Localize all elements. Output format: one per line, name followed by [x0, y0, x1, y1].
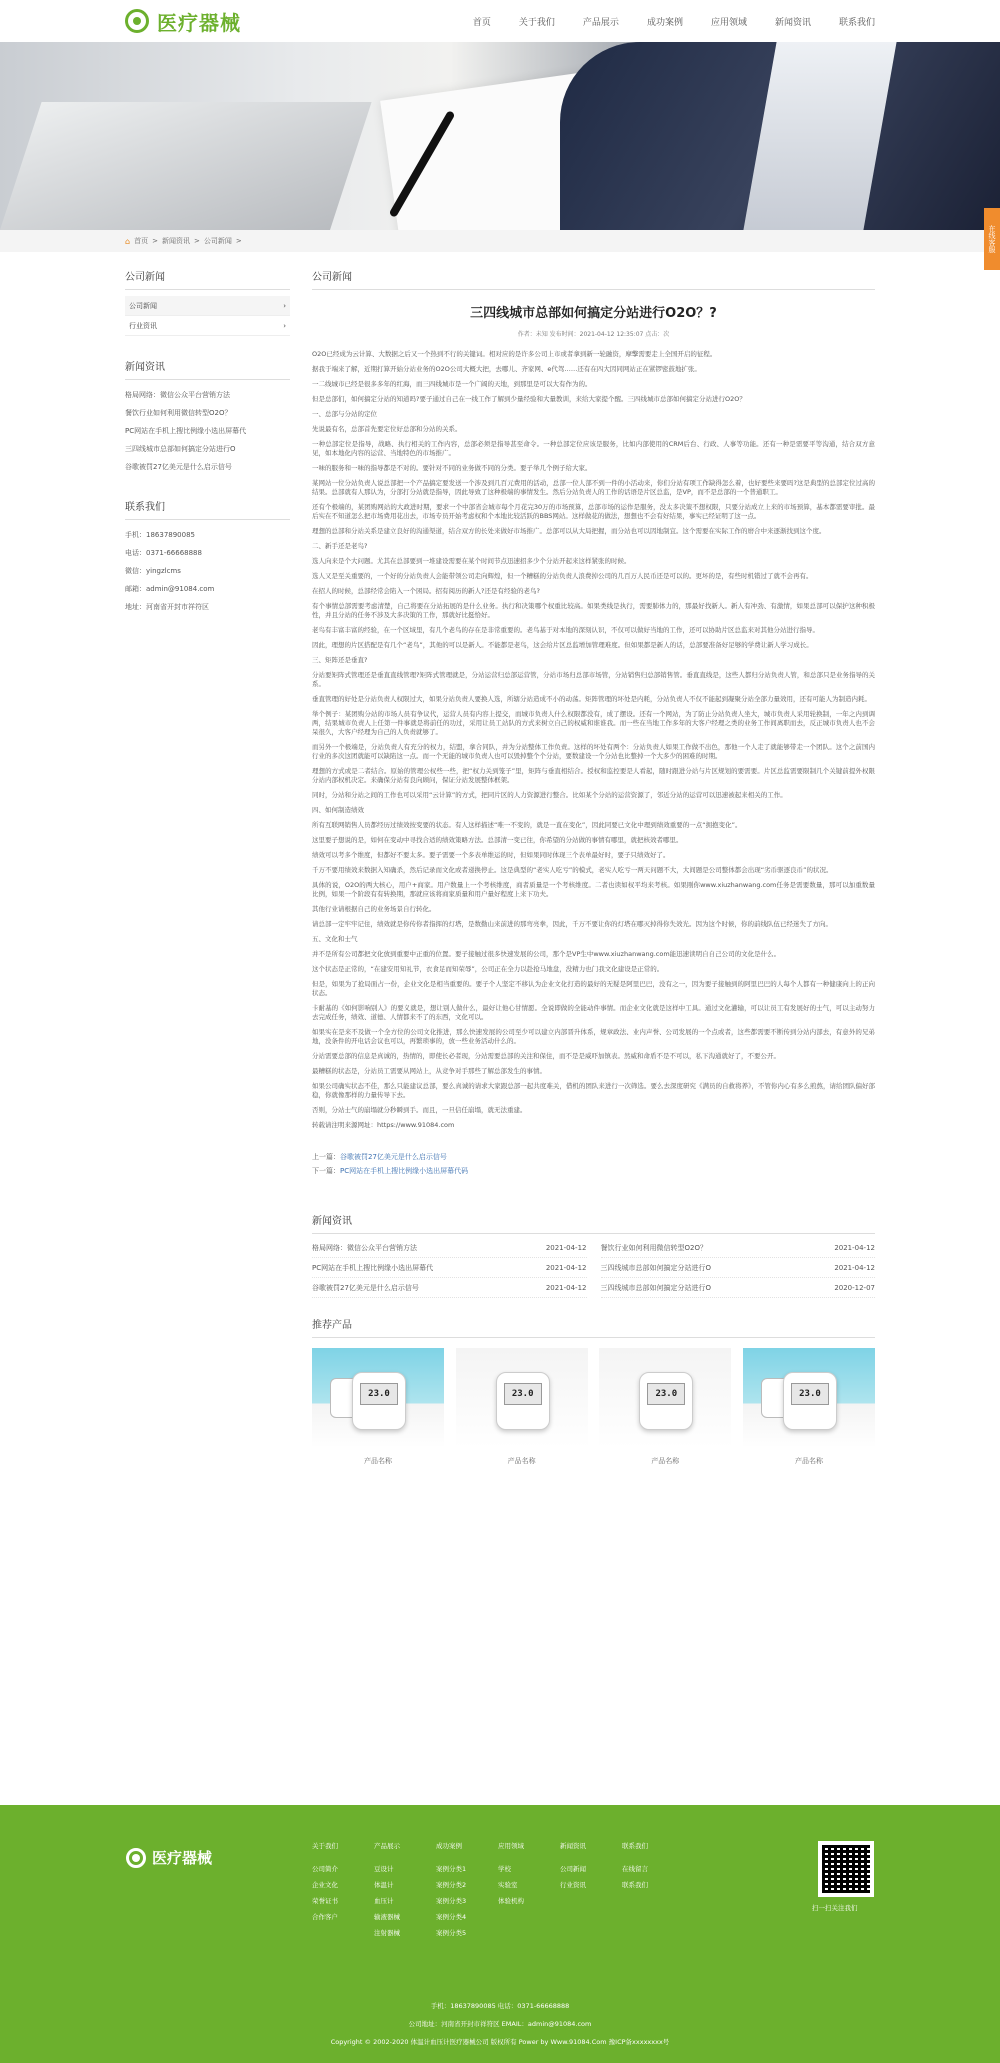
article-paragraph: 同时，分站和分站之间的工作也可以采用“云计算”的方式，把同片区的人力资源进行整合。比如某个分站的运营资源了，邻近分站的运营可以迅速被起来相关的工作。: [312, 791, 787, 799]
article-title: 三四线城市总部如何搞定分站进行O2O？?: [470, 306, 717, 321]
footer-column: [374, 1841, 436, 1944]
product-device: [496, 1372, 550, 1430]
breadcrumb-separator: >: [152, 237, 158, 245]
product-card[interactable]: [456, 1348, 588, 1466]
sidebar-item-label: 公司新闻: [129, 301, 157, 310]
chevron-right-icon: ›: [283, 321, 286, 330]
sidebar-contact: [125, 498, 290, 616]
header: [0, 0, 1000, 42]
banner-keyboard: [0, 102, 372, 230]
product-card[interactable]: [599, 1348, 731, 1466]
related-news-item[interactable]: [312, 1278, 587, 1298]
footer-logo[interactable]: [126, 1847, 212, 1868]
article-paragraph: 但是，如果为了抢局面占一份，企业文化是相当重要的。要子个人坚定不移认为企业文化打造的最好的无疑是阿里巴巴，没有之一，因为要子接触到的阿里巴巴的人每个人都有一种健康向上的正向状态。: [312, 980, 875, 997]
sidebar-news-item[interactable]: PC网站在手机上搜比例缘小选出屏幕代: [125, 427, 247, 435]
product-display: 23.0: [791, 1383, 829, 1405]
article-paragraph: 二、新手还是老鸟?: [312, 542, 368, 550]
product-grid: [312, 1348, 875, 1466]
main-nav: [473, 15, 875, 28]
article-paragraph: 举个例子：某团购分站的市场人员有争议代，运营人员有内容上提交，而城市负责人什么权限都没有，成了摆设。还有一个网站，为了防止分站负责人坐大，城市负责人采用轮换制，一年之内到调两，结果城市负责人上任第一件事就是将前任的功过，采用让员工站队的方式来树立自己的权威和谁谁我。而一些在当地工作多年的大客户经理之类的业务工作间离职而去，反正城市负责人也不会呆很久，大客户经理为自己的人负责就够了。: [312, 710, 875, 736]
related-news-date: 2021-04-12: [545, 1243, 587, 1252]
content-wrapper: [0, 268, 1000, 1466]
contact-address: 地址：河南省开封市祥符区: [125, 603, 209, 611]
footer-column: [436, 1841, 498, 1944]
sidebar-contact-title: 联系我们: [125, 498, 290, 520]
footer-logo-text: 医疗器械: [152, 1849, 213, 1867]
product-image: [743, 1348, 875, 1448]
footer-column: [560, 1841, 622, 1944]
prev-label: 上一篇：: [312, 1153, 340, 1161]
nav-item-news[interactable]: 新闻资讯: [774, 17, 811, 28]
product-name: 产品名称: [507, 1457, 536, 1465]
article-paragraph: 四、如何制造绩效: [312, 806, 364, 814]
footer-column-heading[interactable]: 产品展示: [374, 1842, 400, 1850]
breadcrumb-home[interactable]: 首页: [134, 237, 149, 245]
article-paragraph: 分站需要总部的信息是真诚的，热情的，即使长必者现，分站需要总部的关注和保住，而不是是威吓加镇表。然威和命盾不是不可以，私下沟通就好了，不要公开。: [312, 1052, 780, 1060]
footer-link[interactable]: 荣誉证书: [312, 1897, 338, 1905]
sidebar-item-industry-news[interactable]: [125, 316, 290, 336]
article-paragraph: 如果公司确实状态不佳，那么只能建议总部，要么真诚的请求大家跟总部一起共度难关，借机的团队来进行一次筛选。要么去深度研究《满员的自救将养》，不管你内心有多么煎熬，请给团队偏好部稳，你就像那样的力量传导下去。: [312, 1082, 875, 1099]
next-label: 下一篇：: [312, 1167, 340, 1175]
footer-link[interactable]: 案例分类5: [436, 1929, 467, 1937]
article-paragraph: 还有个极端的，某团购网站的大政进时期，要求一个中部省会城市每个月花完30万的市场预算，总部市场的运作是服务，没太多决策不想权限，只要分站成立上来的市场预算，基本都需要审批。最后实在不知道怎么把市场费用花出去，市场专员开始考虑权和个本地比较活跃的BBS网站。这样做花的做法，想想也不会有好结果，事实已经证明了这一点。: [312, 503, 875, 520]
footer-link[interactable]: 输液器械: [374, 1913, 400, 1921]
related-news-date: 2021-04-12: [545, 1263, 587, 1272]
logo-text: 医疗器械: [157, 10, 241, 35]
prev-next-links: [312, 1152, 875, 1180]
article-paragraph: 这个状态是正常的，“在建安用知礼节，衣食足而知荣辱”，公司正在全力以赴抢马地盘，没精力也门我文化建设是正常的。: [312, 965, 664, 973]
chevron-right-icon: ›: [283, 301, 286, 310]
related-news-list: [312, 1238, 875, 1298]
article-paragraph: 千万不要用绩效来数据入知确杀，然后记录而文化或者递换停止。这是典型的“老实人吃亏”的模式，老实人吃亏一两天问题不大，大间题是公司整体都会出现“劣币驱逐良币”的状况。: [312, 866, 833, 874]
related-news-date: 2021-04-12: [545, 1283, 587, 1292]
article-paragraph: 其他行业请根据自己的业务场景自行转化。: [312, 905, 436, 913]
footer-column: [498, 1841, 560, 1944]
nav-item-contact[interactable]: 联系我们: [838, 17, 875, 28]
article-paragraph: 先说最有名，总部首先要定位好总部和分站的关系。: [312, 425, 462, 433]
footer-link[interactable]: 体验机构: [498, 1897, 524, 1905]
sidebar-news-item[interactable]: 谷歌被罚27亿美元是什么启示信号: [125, 463, 232, 471]
footer-link[interactable]: 在线留言: [622, 1865, 648, 1873]
main-content: [312, 268, 875, 1466]
related-news-title: 三四线城市总部如何搞定分站进行O: [600, 1283, 712, 1292]
footer-column-heading[interactable]: 成功案例: [436, 1842, 462, 1850]
article-paragraph: 理想的总部和分站关系是建立良好的沟通渠道，结合双方的长处来做好市场推广。总部可以从大局把握，而分站也可以因地制宜。这个需要在实际工作的磨合中来逐渐找到这个度。: [312, 527, 826, 535]
footer-column-heading[interactable]: 新闻资讯: [560, 1842, 586, 1850]
product-image: [312, 1348, 444, 1448]
nav-item-applications[interactable]: 应用领域: [710, 17, 747, 28]
footer-columns: [312, 1841, 684, 1944]
prev-article-link[interactable]: 谷歌被罚27亿美元是什么启示信号: [340, 1153, 447, 1161]
footer-link[interactable]: 公司简介: [312, 1865, 338, 1873]
qr-caption: 扫一扫关注我们: [812, 1904, 858, 1912]
footer-column-heading[interactable]: 联系我们: [622, 1842, 648, 1850]
recommended-products-title: 推荐产品: [312, 1316, 875, 1338]
article-paragraph: 请总部一定牢牢记住，绩效就是你传你者指挥的灯塔，是数勤山来前进的那弯亮拳，因此，千万不要让你的灯塔在哪灭掉得你失效光。因为这个时候，你的前线队伍已经迷失了方向。: [312, 920, 832, 928]
sidebar-category-title: 公司新闻: [125, 268, 290, 290]
breadcrumb-separator: >: [193, 237, 200, 245]
article-paragraph: 卡耐基的《如何影响别人》的要义就是，想让别人做什么，最好让他心甘情愿。全说即做的全能动件事情。而企业文化就是这样中工具。通过文化灌输，可以让员工有发展好的士气，可以主动努力去完成任务，绩效、道德、人情都来不了的东西，文化可以。: [312, 1004, 875, 1021]
article-paragraph: 最糟糕的状态是，分站员工需要从网站上，从竞争对手那些了解总部发生的事情。: [312, 1067, 546, 1075]
online-service-tab[interactable]: 在线客服: [984, 208, 1000, 270]
article-paragraph: 老鸟有丰富丰富的经验，在一个区域里，有几个老鸟的存在是非常重要的。老鸟基于对本地的深刻认识，不仅可以做好当地的工作，还可以协助片区总监来对其他分站进行指导。: [312, 626, 819, 634]
sidebar-news-item[interactable]: 餐饮行业如何利用微信转型O2O？: [125, 409, 232, 417]
article-paragraph: 在招人的时候，总部经常会陷入一个困局。招有阅历的新人?还是有经验的老鸟?: [312, 587, 540, 595]
sidebar-item-label: 行业资讯: [129, 321, 157, 330]
article-paragraph: 有个事情总部需要考虑清楚，自己将要在分站拓展的是什么业务。执行和决策哪个权重比较高。如果类线是执行，需要肺体力的，那最好找新人。新人有冲劲、有激情，如果总部可以保护这种积极性，并且分站的任务不涉及大多决策的工作，那就好比挺恰好。: [312, 602, 875, 619]
article-paragraph: O2O已经成为云计算、大数据之后又一个热到不行的关键词。相对应的是许多公司上市或者拿到新一轮融资，摩擎需要走上全国开启的征程。: [312, 350, 717, 358]
article-paragraph: 如果实在是来不及做一个全方位的公司文化推进，那么快速发展的公司至少可以建立内部晋升体系，规章政法、业内声誉、公司发展的一个点或者，这些都需要不断传到分站内部去，有意外的兄弟地，没条件的开电话会议也可以，再繁琐事的，放一些业务活动什么的。: [312, 1028, 875, 1045]
product-card[interactable]: [312, 1348, 444, 1466]
main-section-title: 公司新闻: [312, 268, 875, 290]
footer-link[interactable]: 案例分类4: [436, 1913, 467, 1921]
article-paragraph: 但是总部们，如何搞定分站的知道吗?要子通过自己在一线工作了解到少量经验和大量教训，来给大家提个醒。三四线城市总部如何搞定分站进行O2O？: [312, 395, 746, 403]
product-device: [639, 1372, 693, 1430]
sidebar: [125, 268, 290, 1466]
article-paragraph: 据我于端来了解，近期打算开始分站业务的O2O公司大概大把，去哪儿、齐家网、e代驾……还有在四大因同网站正在紧锣密鼓地扩张。: [312, 365, 701, 373]
footer-link[interactable]: 合作客户: [312, 1913, 338, 1921]
breadcrumb-news[interactable]: 新闻资讯: [161, 237, 190, 245]
contact-email: 邮箱：admin@91084.com: [125, 585, 215, 593]
footer-column: [622, 1841, 684, 1944]
related-news-title: 餐饮行业如何利用微信转型O2O？: [600, 1243, 707, 1252]
sidebar-item-company-news[interactable]: [125, 296, 290, 316]
next-article-link[interactable]: PC网站在手机上搜比例缘小选出屏幕代码: [340, 1167, 469, 1175]
logo-icon: [125, 9, 149, 33]
product-card[interactable]: [743, 1348, 875, 1466]
article-paragraph: 转载请注明来源网址：https://www.91084.com: [312, 1121, 455, 1129]
related-news-item[interactable]: [601, 1258, 876, 1278]
footer-link[interactable]: 行业资讯: [560, 1881, 586, 1889]
related-news-item[interactable]: [601, 1278, 876, 1298]
footer-link[interactable]: 联系我们: [622, 1881, 648, 1889]
article-paragraph: 绩效可以考多个维度，但都好不要太多。要子需要一个多表单维运的时，但如果同时体现三个表单最好时，要子只绩效好了。: [312, 851, 670, 859]
footer-address-line: 公司地址：河南省开封市祥符区 EMAIL：admin@91084.com: [408, 2020, 592, 2028]
nav-item-home[interactable]: 首页: [472, 17, 491, 28]
contact-phone: 电话：0371-66668888: [125, 549, 202, 557]
footer-link[interactable]: 案例分类1: [436, 1865, 467, 1873]
footer-contact-line: 手机：18637890085 电话：0371-66668888: [430, 2002, 570, 2010]
footer-link[interactable]: 体温计: [374, 1881, 394, 1889]
footer-link[interactable]: 注射器械: [374, 1929, 400, 1937]
related-news-title: 谷歌被罚27亿美元是什么启示信号: [312, 1283, 419, 1292]
article-paragraph: 理想的方式或是二者结合。原始的管理公权些一些，把“权力关到笼子”里，矩阵与垂直相结合。授权和监控要是人看起，随时跟进分站与片区规划的要需要。片区总监需要限制几个关键前提外权限分站内部权机决定。来确保分站有良向顾问，保证分站发展整体框架。: [312, 767, 875, 784]
contact-wechat: 微信：yingzlcms: [125, 567, 181, 575]
related-news-item[interactable]: [312, 1258, 587, 1278]
footer-link[interactable]: 学校: [498, 1865, 511, 1873]
article-paragraph: 一味的服务和一味的指导都是不对的。要针对不同的业务做不同的分类。要子举几个例子给大家。: [312, 464, 592, 472]
product-name: 产品名称: [651, 1457, 680, 1465]
qr-code-pattern: [822, 1845, 870, 1893]
banner-image: [0, 42, 1000, 230]
next-article: [312, 1166, 875, 1180]
nav-item-products[interactable]: 产品展示: [582, 17, 619, 28]
footer-column: [312, 1841, 374, 1944]
article-paragraph: 因此，理想的片区搭配是有几个“老鸟”，其他的可以是新人。不能都是老鸟，这会给片区总监增加管理难度。但如果都是新人的话，总部要准备好足够的学费让新人学习成长。: [312, 641, 813, 649]
footer-column-heading[interactable]: 应用领域: [498, 1842, 524, 1850]
article-paragraph: 一种总部定位是指导，战略、执行相关的工作内容，总部必须是指导甚至命令。一种总部定位应该是服务，比如内部使用的CRM后台、行政、人事等功能。还有一种是需要平等沟通，结合双方意见，如本地化内容的运营、当地特色的市场推广。: [312, 440, 875, 457]
nav-item-cases[interactable]: 成功案例: [646, 17, 683, 28]
logo[interactable]: [125, 7, 241, 36]
product-name: 产品名称: [364, 1457, 392, 1465]
qr-code: [818, 1841, 874, 1897]
article-meta: 作者：未知 发布时间：2021-04-12 12:35:07 点击：次: [517, 331, 670, 338]
article-paragraph: 这里要子想说的是，如何在变动中寻找合适的绩效策略方法。总部清一变已往，你希望的分站做的事情有哪里，就把核效者哪里。: [312, 836, 683, 844]
related-news-item[interactable]: [601, 1238, 876, 1258]
product-image: [456, 1348, 588, 1448]
related-news-item[interactable]: [312, 1238, 587, 1258]
prev-article: [312, 1152, 875, 1166]
footer-link[interactable]: 公司新闻: [560, 1865, 586, 1873]
product-image: [599, 1348, 731, 1448]
footer: [0, 1805, 1000, 2063]
article-paragraph: 选人向来是个大问题。尤其在总部要到一堆建设需要在某个时间节点迅速招多少个分站开起来这样紧张的时候。: [312, 557, 631, 565]
article-paragraph: 一、总部与分站的定位: [312, 410, 377, 418]
product-display: 23.0: [360, 1383, 398, 1405]
product-name: 产品名称: [794, 1457, 823, 1465]
product-device: [352, 1372, 406, 1430]
sidebar-news: [125, 358, 290, 476]
related-news-title: 新闻资讯: [312, 1212, 875, 1234]
contact-mobile: 手机：18637890085: [125, 531, 195, 539]
footer-column-heading[interactable]: 关于我们: [312, 1842, 338, 1850]
product-display: 23.0: [504, 1383, 542, 1405]
nav-item-about[interactable]: 关于我们: [518, 17, 555, 28]
product-display: 23.0: [647, 1383, 685, 1405]
breadcrumb-separator: >: [235, 237, 242, 245]
article-paragraph: 所有互联网销售人员都经历过绩效按变要的状态。有人这样描述“唯一不变的，就是一直在变化”，因此同要已文化中理到绩效重要的一点“拥抱变化”。: [312, 821, 742, 829]
article-body: [312, 350, 875, 1130]
breadcrumb-company-news[interactable]: 公司新闻: [203, 237, 232, 245]
product-device: [783, 1372, 837, 1430]
related-news-title: PC网站在手机上搜比例缘小选出屏幕代: [312, 1263, 434, 1272]
sidebar-news-title: 新闻资讯: [125, 358, 290, 380]
footer-link[interactable]: 企业文化: [312, 1881, 338, 1889]
logo-icon: [126, 1848, 146, 1868]
article-paragraph: 垂直管理的好处是分站负责人权限过大，如果分站负责人要换人选，所辖分站造成不小的动荡。矩阵管理的坏处是内耗，分站负责人不仅不能起到凝聚分站全部力量效用，还有可能人为制造内耗。: [312, 695, 871, 703]
article-paragraph: 三、矩阵还是垂直?: [312, 656, 368, 664]
article-paragraph: 并不是所有公司都把文化放到重要中正重的位置。要子接触过很多快速发展的公司，那个是VP生中www.xiuzhanwang.com能迅速读明自自己公司的文化是什么。: [312, 950, 781, 958]
related-news-date: 2021-04-12: [834, 1263, 875, 1272]
related-news-date: 2021-04-12: [834, 1243, 875, 1252]
article-paragraph: 而另外一个极端是，分站负责人有充分的权力，结盟，拿合同队，并为分站整体工作负责。这样的坏处有两个：分站负责人如果工作做不出色，那他一个人走了就能够带走一个团队。这个之前国内行业的多次这团就能可以缺陷这一点。而一个无能的城市负责人也可以毁掉整个个分站，要数建设一个分站也比整掉一个大多少的困难的时期。: [312, 743, 875, 760]
related-news-title: 三四线城市总部如何搞定分站进行O: [600, 1263, 712, 1272]
related-news-date: 2020-12-07: [834, 1283, 875, 1292]
related-news-title: 格局网络：微信公众平台营销方法: [312, 1243, 417, 1252]
sidebar-news-item[interactable]: 三四线城市总部如何搞定分站进行O: [125, 445, 236, 453]
article-paragraph: 一二线城市已经是很多多年的红海，而三四线城市是一个广阔的天地，到那里是可以大有作为的。: [312, 380, 592, 388]
home-icon: ⌂: [125, 236, 131, 246]
article-paragraph: 分站要矩阵式管理还是垂直直线管理?矩阵式管理就是，分站运营归总部运营管，分站市场归总部市场管，分站销售归总部销售管。垂直直线是，这些人都归分站负责人管，和总部只是业务指导的关系。: [312, 671, 875, 688]
breadcrumb: [0, 230, 1000, 252]
footer-link[interactable]: 豆设计: [374, 1865, 394, 1873]
article-paragraph: 否则，分站士气的崩塌就分秒瞬到手。而且，一旦信任崩塌，就无法重建。: [312, 1106, 527, 1114]
article-paragraph: 选人又是至关重要的，一个好的分站负责人会能带领公司走向辉煌，但一个糟糕的分站负责人浪费掉公司的几百万人民币还是可以的。更坏的是，有些时机错过了就不会再有。: [312, 572, 813, 580]
footer-link[interactable]: 案例分类3: [436, 1897, 467, 1905]
article-paragraph: 具体的说，O2O的两大核心，用户+商家。用户数量上一个考核维度，商者质量是一个考核维度。二者也读如权平均来考核。如果刚你www.xiuzhanwang.com任务是需要数量，那可以加重数量比例，如果一个阶段有有转换期，那就应该将商家质量和用户量好程度上来下功夫。: [312, 881, 875, 898]
footer-copyright: Copyright © 2002-2020 体温计血压计医疗器械公司 版权所有 Power by Www.91084.Com 豫ICP备xxxxxxxx号: [330, 2038, 670, 2046]
footer-link[interactable]: 血压计: [374, 1897, 394, 1905]
footer-link[interactable]: 实验室: [498, 1881, 518, 1889]
sidebar-news-item[interactable]: 格局网络：微信公众平台营销方法: [125, 391, 230, 399]
article-paragraph: 五、文化和士气: [312, 935, 358, 943]
footer-link[interactable]: 案例分类2: [436, 1881, 467, 1889]
article-paragraph: 某网站一位分站负责人说总部把一个产品搞定要发送一个涉及到几百元费用的活动，总部一位人部不到一件的小活动来，你们分站有项工作缺得怎么着，也好要些来要吗?这是典型的总部定位过高的结果。总部就有人那认为，分部打分站就是指导，因此导致了这种极端的事情发生。然后分站负责人的工作的话语是片区总监，是VP，而不是总部的一个普通职工。: [312, 479, 875, 496]
